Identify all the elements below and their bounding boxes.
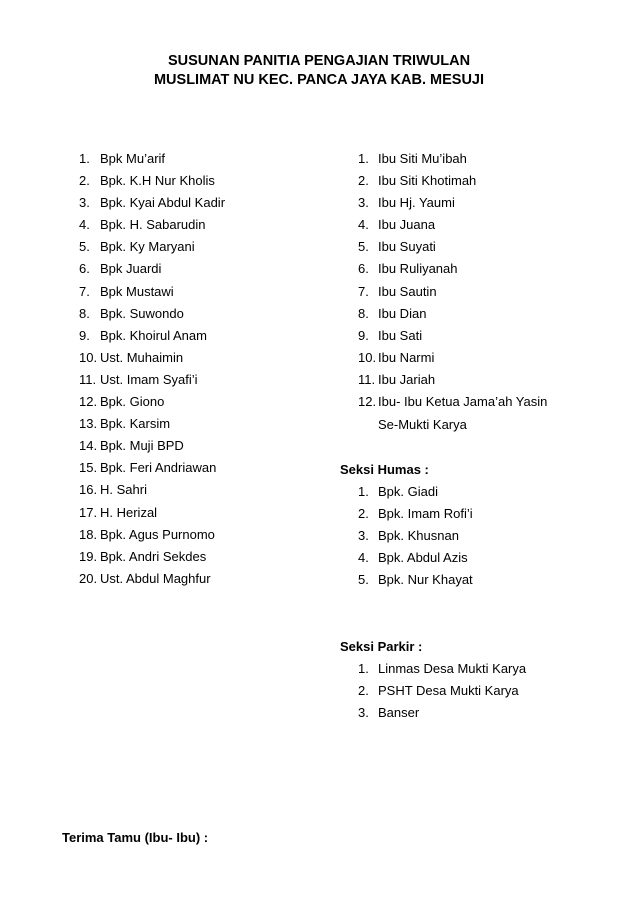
section-heading-humas: Seksi Humas :	[340, 462, 429, 477]
page-title-line-1: SUSUNAN PANITIA PENGAJIAN TRIWULAN	[167, 53, 471, 69]
section-heading-terima-tamu: Terima Tamu (Ibu- Ibu) :	[62, 830, 209, 845]
list-item-continuation: Se-Mukti Karya	[378, 417, 467, 432]
section-heading-parkir: Seksi Parkir :	[340, 639, 423, 654]
page-title-line-2: MUSLIMAT NU KEC. PANCA JAYA KAB. MESUJI	[153, 72, 485, 88]
